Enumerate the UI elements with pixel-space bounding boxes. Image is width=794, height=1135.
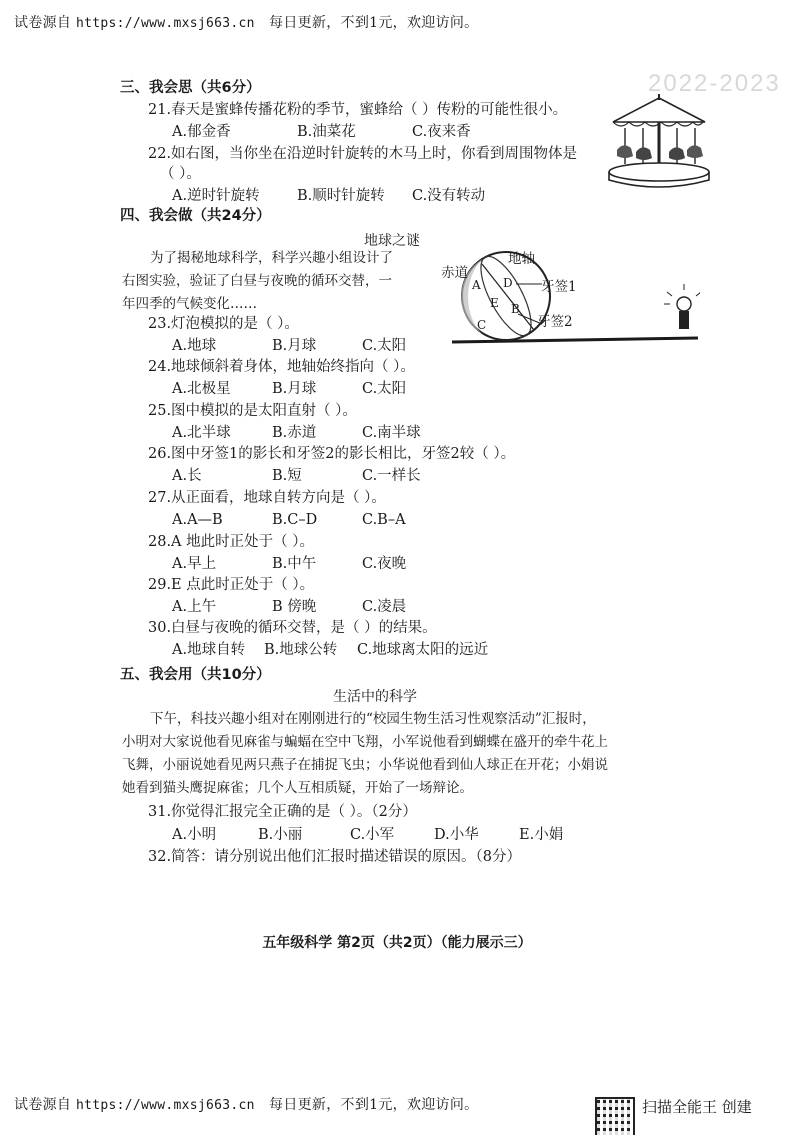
ghost-bleed-through-text: 2022-2023 [648, 70, 781, 97]
q21-option-c: C.夜来香 [412, 124, 471, 140]
q24-option-c: C.太阳 [362, 381, 407, 397]
diagram-stick1-label: 牙签1 [541, 279, 577, 295]
q26-option-b: B.短 [272, 468, 302, 484]
q24-option-a: A.北极星 [172, 381, 231, 397]
q21-option-a: A.郁金香 [172, 124, 231, 140]
section5-passage-title: 生活中的科学 [333, 689, 417, 705]
watermark-source-label: 试卷源自 [14, 1097, 72, 1113]
q22-text-line1: 22.如右图，当你坐在沿逆时针旋转的木马上时，你看到周围物体是 [148, 146, 578, 162]
q22-option-b: B.顺时针旋转 [297, 188, 385, 204]
section5-passage-line-4: 她看到猫头鹰捉麻雀；几个人互相质疑，开始了一场辩论。 [122, 780, 473, 796]
q22-option-c: C.没有转动 [412, 188, 486, 204]
q27-option-c: C.B–A [362, 512, 406, 528]
section5-passage [122, 708, 682, 800]
q22-option-a: A.逆时针旋转 [172, 188, 260, 204]
q30-option-b: B.地球公转 [264, 642, 338, 658]
section4-passage-line-3: 年四季的气候变化…… [122, 296, 257, 312]
q21-option-b: B.油菜花 [297, 124, 356, 140]
diagram-stick2-label: 牙签2 [537, 314, 573, 330]
q21-text: 21.春天是蜜蜂传播花粉的季节，蜜蜂给（ ）传粉的可能性很小。 [148, 102, 568, 118]
q29-text: 29.E 点此时正处于（ ）。 [148, 577, 315, 593]
q26-option-c: C.一样长 [362, 468, 421, 484]
q27-option-b: B.C–D [272, 512, 318, 528]
watermark-top [14, 12, 478, 32]
section5-passage-line-1: 下午，科技兴趣小组对在刚刚进行的“校园生物生活习性观察活动”汇报时， [150, 711, 596, 727]
q22-text-line2: （ ）。 [160, 166, 201, 182]
q26-text: 26.图中牙签1的影长和牙签2的影长相比，牙签2较（ ）。 [148, 446, 516, 462]
q31-option-d: D.小华 [434, 827, 479, 843]
q25-option-c: C.南半球 [362, 425, 421, 441]
diagram-point-d: D [503, 276, 513, 290]
q24-option-b: B.月球 [272, 381, 317, 397]
q27-option-a: A.A—B [172, 512, 223, 528]
q28-option-a: A.早上 [172, 556, 217, 572]
q25-option-a: A.北半球 [172, 425, 231, 441]
q28-option-b: B.中午 [272, 556, 317, 572]
qr-code-icon [597, 1099, 633, 1135]
q29-option-c: C.凌晨 [362, 599, 407, 615]
section5-passage-line-2: 小明对大家说他看见麻雀与蝙蝠在空中飞翔，小军说他看到蝴蝶在盛开的牵牛花上 [122, 734, 608, 750]
section3-heading: 三、我会思（共6分） [120, 80, 261, 96]
scanner-app-label: 扫描全能王 创建 [642, 1098, 752, 1116]
carousel-illustration [603, 92, 715, 192]
q23-option-a: A.地球 [172, 338, 217, 354]
q28-text: 28.A 地此时正处于（ ）。 [148, 534, 314, 550]
q31-option-a: A.小明 [172, 827, 217, 843]
q31-option-c: C.小军 [350, 827, 395, 843]
q24-text: 24.地球倾斜着身体，地轴始终指向（ ）。 [148, 359, 415, 375]
q27-text: 27.从正面看，地球自转方向是（ ）。 [148, 490, 386, 506]
section4-passage [122, 247, 393, 316]
diagram-axis-label: 地轴 [508, 251, 535, 267]
watermark-url[interactable]: https://www.mxsj663.cn [75, 16, 255, 31]
q31-option-b: B.小丽 [258, 827, 303, 843]
q23-option-b: B.月球 [272, 338, 317, 354]
section5-heading: 五、我会用（共10分） [120, 667, 271, 683]
q25-option-b: B.赤道 [272, 425, 317, 441]
section4-passage-title: 地球之谜 [364, 233, 420, 249]
q30-option-a: A.地球自转 [172, 642, 246, 658]
q23-option-c: C.太阳 [362, 338, 407, 354]
section4-passage-line-2: 右图实验，验证了白昼与夜晚的循环交替，一 [122, 273, 392, 289]
q25-text: 25.图中模拟的是太阳直射（ ）。 [148, 403, 357, 419]
diagram-point-b: B [511, 302, 520, 316]
q30-text: 30.白昼与夜晚的循环交替，是（ ）的结果。 [148, 620, 437, 636]
page-footer: 五年级科学 第2页（共2页）（能力展示三） [262, 935, 532, 951]
q31-text: 31.你觉得汇报完全正确的是（ ）。（2分） [148, 804, 417, 820]
section4-passage-line-1: 为了揭秘地球科学，科学兴趣小组设计了 [150, 250, 393, 266]
q28-option-c: C.夜晚 [362, 556, 407, 572]
q29-option-b: B 傍晚 [272, 599, 317, 615]
diagram-point-c: C [477, 318, 487, 332]
q31-option-e: E.小娟 [519, 827, 564, 843]
watermark-url[interactable]: https://www.mxsj663.cn [75, 1098, 255, 1113]
watermark-bottom [14, 1094, 478, 1114]
diagram-point-a: A [472, 278, 481, 292]
q29-option-a: A.上午 [172, 599, 217, 615]
watermark-slogan: 每日更新，不到1元，欢迎访问。 [269, 1097, 479, 1113]
diagram-point-e: E [490, 296, 499, 310]
section4-heading: 四、我会做（共24分） [120, 208, 271, 224]
watermark-source-label: 试卷源自 [14, 15, 72, 31]
q30-option-c: C.地球离太阳的远近 [357, 642, 489, 658]
watermark-slogan: 每日更新，不到1元，欢迎访问。 [269, 15, 479, 31]
diagram-equator-label: 赤道 [441, 265, 468, 281]
q26-option-a: A.长 [172, 468, 202, 484]
q23-text: 23.灯泡模拟的是（ ）。 [148, 316, 299, 332]
q32-text: 32.简答：请分别说出他们汇报时描述错误的原因。（8分） [148, 849, 522, 865]
section5-passage-line-3: 飞舞，小丽说她看见两只燕子在捕捉飞虫；小华说他看到仙人球正在开花；小娟说 [122, 757, 608, 773]
